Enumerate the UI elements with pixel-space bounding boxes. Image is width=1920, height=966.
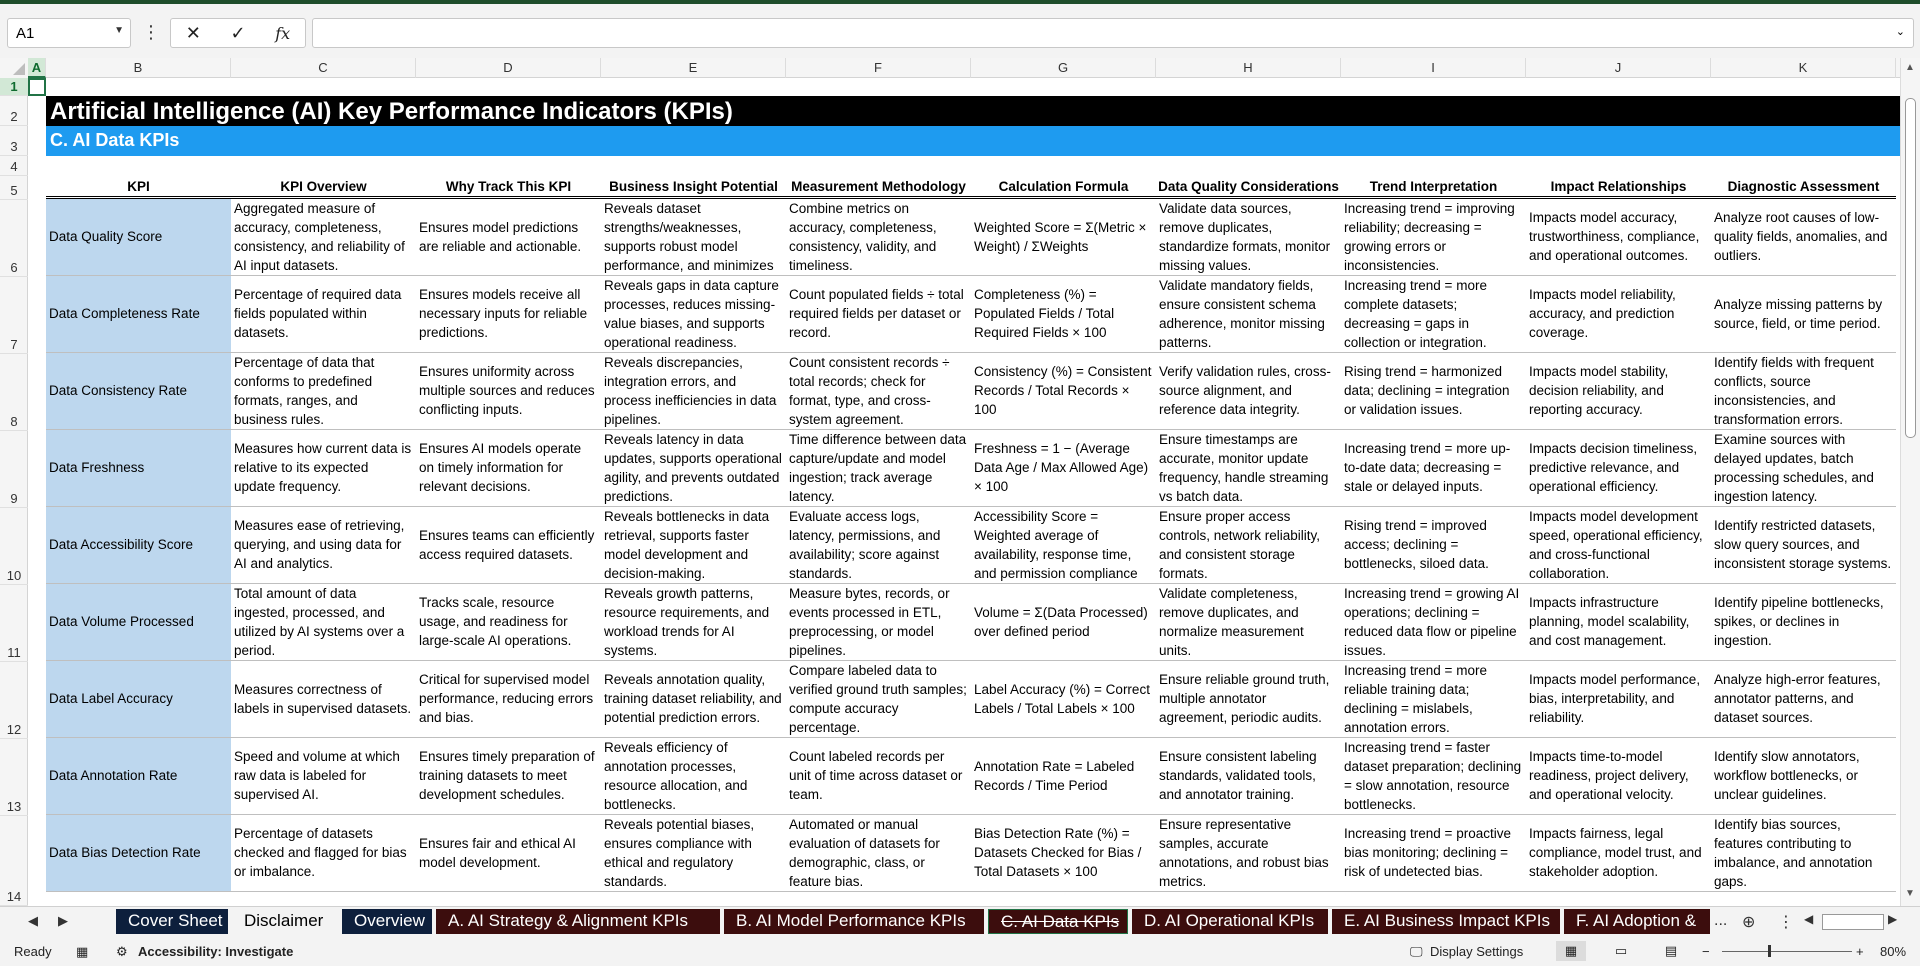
cell-text: Data Completeness Rate <box>49 306 200 321</box>
kpi-name-cell[interactable] <box>46 583 231 660</box>
cell-text: Impacts model reliability, accuracy, and prediction coverage. <box>1529 287 1676 340</box>
table-cell[interactable] <box>1341 429 1526 506</box>
cell-text: Percentage of data that conforms to predefined formats, ranges, and business rules. <box>234 354 375 427</box>
table-cell[interactable] <box>1526 583 1711 660</box>
table-cell[interactable] <box>1526 429 1711 506</box>
row-header[interactable]: 1 <box>0 78 28 96</box>
zoom-slider-thumb[interactable] <box>1768 945 1771 957</box>
row-header[interactable]: 7 <box>0 277 28 354</box>
table-cell[interactable] <box>416 275 601 352</box>
table-cell[interactable] <box>1526 352 1711 429</box>
previous-sheet-icon[interactable]: ◀ <box>28 913 38 928</box>
add-sheet-icon[interactable]: ⊕ <box>1742 914 1756 931</box>
more-tabs-icon[interactable]: ... <box>1714 912 1728 929</box>
table-cell[interactable] <box>416 352 601 429</box>
column-header-f[interactable]: F <box>786 58 971 78</box>
table-cell[interactable] <box>231 583 416 660</box>
row-header[interactable]: 10 <box>0 508 28 585</box>
cell-text: Data Consistency Rate <box>49 383 188 398</box>
row-header[interactable]: 8 <box>0 354 28 431</box>
cell-text: Compare labeled data to verified ground truth samples; compute accuracy percentage. <box>789 662 967 735</box>
table-cell[interactable] <box>971 506 1156 583</box>
row-header[interactable]: 2 <box>0 96 28 126</box>
table-cell[interactable] <box>416 583 601 660</box>
cell-text: Reveals discrepancies, integration errors, and process inefficiencies in data pipelines. <box>604 354 777 427</box>
tab-cover-sheet[interactable]: Cover Sheet <box>116 909 228 934</box>
cell-text: Reveals growth patterns, resource requirements, and workload trends for AI systems. <box>604 585 770 658</box>
cell-text: Label Accuracy (%) = Correct Labels / Total Labels × 100 <box>974 681 1150 716</box>
worksheet-grid[interactable] <box>28 78 1900 906</box>
cell-text: Data Label Accuracy <box>49 691 173 706</box>
cell-text: Total amount of data ingested, processed, and utilized by AI systems over a period. <box>234 585 405 658</box>
table-cell[interactable] <box>971 583 1156 660</box>
cell-text: Automated or manual evaluation of datasets for demographic, class, or feature bias. <box>789 816 940 889</box>
cell-text: Weighted Score = Σ(Metric × Weight) / ΣWeights <box>974 219 1147 254</box>
cell-text: Data Quality Score <box>49 229 163 244</box>
cell-text: Analyze high-error features, annotator patterns, and dataset sources. <box>1714 672 1881 725</box>
sheet-tab-bar <box>0 906 1920 936</box>
horizontal-scrollbar-thumb[interactable] <box>1822 914 1884 930</box>
header-cell[interactable]: Trend Interpretation <box>1341 177 1526 197</box>
select-all-button[interactable] <box>0 58 28 78</box>
table-cell[interactable] <box>416 660 601 737</box>
cell-text: Annotation Rate = Labeled Records / Time Period <box>974 758 1135 793</box>
expand-formula-icon[interactable]: ⌄ <box>1895 26 1905 38</box>
page-break-preview-button[interactable]: ▤ <box>1664 943 1678 958</box>
status-bar <box>0 936 1920 966</box>
sheet-subtitle: C. AI Data KPIs <box>46 126 1900 156</box>
cell-text: Impacts model stability, decision reliability, and reporting accuracy. <box>1529 364 1669 417</box>
more-options-icon[interactable]: ⋮ <box>142 22 160 42</box>
cell-text: Ensures AI models operate on timely information for relevant decisions. <box>419 441 582 494</box>
table-cell[interactable] <box>971 814 1156 891</box>
table-cell[interactable] <box>601 429 786 506</box>
cell-text: Percentage of required data fields populated within datasets. <box>234 287 402 340</box>
kpi-table <box>46 177 1896 892</box>
table-cell[interactable] <box>601 583 786 660</box>
row-header[interactable]: 14 <box>0 816 28 906</box>
header-cell[interactable]: Diagnostic Assessment <box>1711 177 1896 197</box>
table-cell[interactable] <box>1526 506 1711 583</box>
cell-text: Validate data sources, remove duplicates, standardize formats, monitor missing values. <box>1159 200 1331 273</box>
table-cell[interactable] <box>601 814 786 891</box>
cell-text: Identify fields with frequent conflicts, source inconsistencies, and transformation errors. <box>1714 354 1874 427</box>
table-cell[interactable] <box>971 429 1156 506</box>
table-cell[interactable] <box>1156 429 1341 506</box>
column-header-d[interactable]: D <box>416 58 601 78</box>
cell-text: Ensures teams can efficiently access required datasets. <box>419 527 595 562</box>
table-cell[interactable] <box>1526 814 1711 891</box>
header-cell[interactable]: KPI <box>46 177 231 197</box>
header-cell[interactable]: KPI Overview <box>231 177 416 197</box>
active-cell-a1[interactable] <box>28 78 46 96</box>
cell-text: Increasing trend = improving reliability; decreasing = growing errors or inconsistencies. <box>1344 200 1515 273</box>
cell-text: Impacts decision timeliness, predictive relevance, and operational efficiency. <box>1529 441 1698 494</box>
display-settings-button[interactable]: Display Settings <box>1430 944 1524 959</box>
table-cell[interactable] <box>1711 429 1896 506</box>
table-cell[interactable] <box>416 197 601 275</box>
row-header[interactable]: 5 <box>0 176 28 200</box>
cell-text: Measures correctness of labels in supervised datasets. <box>234 681 412 716</box>
cell-text: Count consistent records ÷ total records; check for format, type, and cross-system agreement. <box>789 354 950 427</box>
column-headers <box>0 58 1900 78</box>
h-scroll-left-icon[interactable]: ◀ <box>1804 912 1814 926</box>
insert-function-icon[interactable]: fx <box>275 23 291 43</box>
enter-icon[interactable]: ✓ <box>230 22 246 43</box>
table-cell[interactable] <box>601 352 786 429</box>
kpi-name-cell[interactable] <box>46 660 231 737</box>
cell-text: Tracks scale, resource usage, and readiness for large-scale AI operations. <box>419 595 572 648</box>
formula-bar <box>0 4 1920 58</box>
cell-text: Reveals gaps in data capture processes, reduces missing-value biases, and supports operational readiness. <box>604 277 779 350</box>
row-header[interactable]: 9 <box>0 431 28 508</box>
kpi-name-cell[interactable] <box>46 429 231 506</box>
cell-text: Ensures timely preparation of training datasets to meet development schedules. <box>419 749 595 802</box>
cell-text: Reveals efficiency of annotation processes, resource allocation, and bottlenecks. <box>604 739 748 812</box>
table-cell[interactable] <box>786 506 971 583</box>
table-row <box>46 660 1896 737</box>
column-header-b[interactable]: B <box>46 58 231 78</box>
cell-text: Identify bias sources, features contributing to imbalance, and annotation gaps. <box>1714 816 1873 889</box>
kpi-name-cell[interactable] <box>46 814 231 891</box>
cell-text: Reveals annotation quality, training dataset reliability, and potential prediction errors. <box>604 672 782 725</box>
column-header-c[interactable]: C <box>231 58 416 78</box>
cell-text: Analyze missing patterns by source, field, or time period. <box>1714 296 1883 331</box>
table-row <box>46 275 1896 352</box>
table-cell[interactable] <box>416 814 601 891</box>
cell-text: Ensure representative samples, accurate annotations, and robust bias metrics. <box>1159 816 1329 889</box>
cell-text: Data Annotation Rate <box>49 768 178 783</box>
table-cell[interactable] <box>786 275 971 352</box>
row-header[interactable]: 13 <box>0 739 28 816</box>
header-cell[interactable]: Data Quality Considerations <box>1156 177 1341 197</box>
cell-text: Identify slow annotators, workflow bottlenecks, or unclear guidelines. <box>1714 749 1860 802</box>
tab-ai-operational[interactable]: D. AI Operational KPIs <box>1132 909 1328 934</box>
cancel-icon[interactable]: ✕ <box>185 22 201 43</box>
column-header-k[interactable]: K <box>1711 58 1896 78</box>
next-sheet-icon[interactable]: ▶ <box>58 913 68 928</box>
row-header[interactable]: 4 <box>0 156 28 176</box>
table-cell[interactable] <box>1156 506 1341 583</box>
table-cell[interactable] <box>786 429 971 506</box>
h-scroll-right-icon[interactable]: ▶ <box>1888 912 1898 926</box>
table-cell[interactable] <box>1341 197 1526 275</box>
cell-text: Validate completeness, remove duplicates, and normalize measurement units. <box>1159 585 1304 658</box>
column-header-g[interactable]: G <box>971 58 1156 78</box>
table-cell[interactable] <box>1341 352 1526 429</box>
scroll-down-icon[interactable]: ▼ <box>1905 888 1915 899</box>
table-cell[interactable] <box>971 275 1156 352</box>
tab-ai-adoption[interactable]: F. AI Adoption & <box>1564 909 1710 934</box>
display-settings-icon[interactable]: 🖵 <box>1410 944 1423 959</box>
header-cell[interactable]: Impact Relationships <box>1526 177 1711 197</box>
tab-options-icon[interactable]: ⋮ <box>1778 914 1794 931</box>
cell-text: Impacts model performance, bias, interpretability, and reliability. <box>1529 672 1701 725</box>
cell-text: Aggregated measure of accuracy, completeness, consistency, and reliability of AI input datasets. <box>234 200 405 273</box>
cell-text: Percentage of datasets checked and flagged for bias or imbalance. <box>234 826 407 879</box>
table-cell[interactable] <box>786 583 971 660</box>
table-cell[interactable] <box>1156 737 1341 814</box>
table-cell[interactable] <box>601 660 786 737</box>
formula-buttons <box>170 18 306 48</box>
table-cell[interactable] <box>1711 506 1896 583</box>
table-cell[interactable] <box>1711 583 1896 660</box>
cell-text: Ensures uniformity across multiple sources and reduces conflicting inputs. <box>419 364 595 417</box>
table-cell[interactable] <box>416 506 601 583</box>
table-cell[interactable] <box>786 197 971 275</box>
normal-view-button[interactable]: ▦ <box>1556 941 1586 961</box>
cell-text: Data Volume Processed <box>49 614 194 629</box>
cell-text: Ensure timestamps are accurate, monitor update frequency, handle streaming vs batch data. <box>1159 431 1329 504</box>
cell-text: Increasing trend = more up-to-date data; decreasing = stale or delayed inputs. <box>1344 441 1511 494</box>
cell-text: Measure bytes, records, or events processed in ETL, preprocessing, or model pipelines. <box>789 585 950 658</box>
table-cell[interactable] <box>416 429 601 506</box>
cell-text: Freshness = 1 − (Average Data Age / Max Allowed Age) × 100 <box>974 441 1149 494</box>
cell-text: Bias Detection Rate (%) = Datasets Checked for Bias / Total Datasets × 100 <box>974 826 1142 879</box>
cell-text: Time difference between data capture/update and model ingestion; track average latency. <box>789 431 967 504</box>
table-cell[interactable] <box>231 429 416 506</box>
header-cell[interactable]: Why Track This KPI <box>416 177 601 197</box>
tab-disclaimer[interactable]: Disclaimer <box>232 909 336 934</box>
cell-text: Accessibility Score = Weighted average of availability, response time, and permission compliance <box>974 508 1138 581</box>
table-cell[interactable] <box>1341 814 1526 891</box>
cell-text: Identify restricted datasets, slow query sources, and inconsistent storage systems. <box>1714 518 1892 571</box>
table-cell[interactable] <box>601 275 786 352</box>
tab-ai-strategy-alignment[interactable]: A. AI Strategy & Alignment KPIs <box>436 909 720 934</box>
kpi-name-cell[interactable] <box>46 197 231 275</box>
cell-text: Reveals latency in data updates, supports operational agility, and prevents outdated predictions. <box>604 431 782 504</box>
page-layout-button[interactable]: ▭ <box>1614 943 1628 958</box>
cell-text: Consistency (%) = Consistent Records / Total Records × 100 <box>974 364 1152 417</box>
table-cell[interactable] <box>971 197 1156 275</box>
table-cell[interactable] <box>1711 814 1896 891</box>
table-cell[interactable] <box>786 352 971 429</box>
cell-text: Measures how current data is relative to its expected update frequency. <box>234 441 412 494</box>
row-header[interactable]: 6 <box>0 200 28 277</box>
cell-text: Ensures fair and ethical AI model development. <box>419 835 576 870</box>
zoom-level[interactable]: 80% <box>1880 944 1907 959</box>
table-cell[interactable] <box>1711 660 1896 737</box>
table-cell[interactable] <box>786 737 971 814</box>
cell-text: Ensures model predictions are reliable and actionable. <box>419 219 582 254</box>
table-cell[interactable] <box>231 506 416 583</box>
cell-text: Impacts time-to-model readiness, project delivery, and operational velocity. <box>1529 749 1689 802</box>
cell-text: Ensure consistent labeling standards, validated tools, and annotator training. <box>1159 749 1317 802</box>
table-row <box>46 197 1896 275</box>
table-cell[interactable] <box>601 737 786 814</box>
table-cell[interactable] <box>1156 352 1341 429</box>
table-cell[interactable] <box>231 814 416 891</box>
row-header[interactable]: 12 <box>0 662 28 739</box>
cell-text: Volume = Σ(Data Processed) over defined period <box>974 604 1148 639</box>
cell-text: Impacts infrastructure planning, model scalability, and cost management. <box>1529 595 1690 648</box>
column-header-a[interactable]: A <box>28 58 46 78</box>
cell-text: Combine metrics on accuracy, completeness, consistency, validity, and timeliness. <box>789 200 937 273</box>
table-cell[interactable] <box>1341 275 1526 352</box>
row-headers <box>0 78 28 906</box>
sheet-title: Artificial Intelligence (AI) Key Performance Indicators (KPIs) <box>46 96 1900 126</box>
cell-text: Data Accessibility Score <box>49 537 194 552</box>
cell-text: Ensure proper access controls, network reliability, and consistent storage formats. <box>1159 508 1321 581</box>
table-cell[interactable] <box>1341 737 1526 814</box>
cell-text: Increasing trend = more complete datasets; decreasing = gaps in collection or integration. <box>1344 277 1487 350</box>
cell-text: Verify validation rules, cross-source alignment, and reference data integrity. <box>1159 364 1331 417</box>
header-cell[interactable]: Measurement Methodology <box>786 177 971 197</box>
table-cell[interactable] <box>231 352 416 429</box>
zoom-in-icon[interactable]: + <box>1856 944 1864 959</box>
cell-text: Impacts model accuracy, trustworthiness, compliance, and operational outcomes. <box>1529 210 1700 263</box>
name-box-value: A1 <box>16 25 35 42</box>
table-cell[interactable] <box>1711 275 1896 352</box>
cell-text: Impacts fairness, legal compliance, model trust, and stakeholder adoption. <box>1529 826 1702 879</box>
status-ready: Ready <box>14 944 52 959</box>
cell-text: Analyze root causes of low-quality fields, anomalies, and outliers. <box>1714 210 1888 263</box>
cell-text: Validate mandatory fields, ensure consistent schema adherence, monitor missing patterns. <box>1159 277 1325 350</box>
cell-text: Increasing trend = growing AI operations; declining = reduced data flow or pipeline issues. <box>1344 585 1520 658</box>
scrollbar-thumb[interactable] <box>1905 98 1916 438</box>
accessibility-status[interactable]: Accessibility: Investigate <box>138 944 294 959</box>
tab-overview[interactable]: Overview <box>342 909 432 934</box>
table-cell[interactable] <box>1341 583 1526 660</box>
table-cell[interactable] <box>601 197 786 275</box>
table-cell[interactable] <box>231 197 416 275</box>
table-cell[interactable] <box>1711 197 1896 275</box>
table-cell[interactable] <box>1341 506 1526 583</box>
cell-text: Count populated fields ÷ total required fields per dataset or record. <box>789 287 964 340</box>
cell-text: Impacts model development speed, operational efficiency, and cross-functional collaboration. <box>1529 508 1703 581</box>
cell-text: Critical for supervised model performance, reducing errors and bias. <box>419 672 594 725</box>
table-cell[interactable] <box>231 275 416 352</box>
tab-ai-data-kpis[interactable]: C. AI Data KPIs <box>988 909 1128 934</box>
cell-text: Completeness (%) = Populated Fields / Total Required Fields × 100 <box>974 287 1115 340</box>
header-row <box>46 177 1896 197</box>
accessibility-icon[interactable]: ⚙ <box>116 944 128 959</box>
name-box[interactable] <box>7 18 131 48</box>
header-cell[interactable]: Calculation Formula <box>971 177 1156 197</box>
table-cell[interactable] <box>1526 737 1711 814</box>
column-header-h[interactable]: H <box>1156 58 1341 78</box>
table-cell[interactable] <box>1156 197 1341 275</box>
zoom-out-icon[interactable]: − <box>1702 944 1710 959</box>
table-row <box>46 352 1896 429</box>
cell-text: Data Freshness <box>49 460 145 475</box>
table-cell[interactable] <box>1526 275 1711 352</box>
row-header[interactable]: 3 <box>0 126 28 156</box>
table-cell[interactable] <box>786 660 971 737</box>
tab-ai-model-performance[interactable]: B. AI Model Performance KPIs <box>724 909 984 934</box>
cell-text: Reveals dataset strengths/weaknesses, supports robust model performance, and minimizes <box>604 200 774 273</box>
cell-text: Evaluate access logs, latency, permissions, and availability; score against standards. <box>789 508 941 581</box>
formula-input[interactable] <box>312 18 1914 48</box>
scroll-up-icon[interactable]: ▲ <box>1905 62 1915 73</box>
table-row <box>46 737 1896 814</box>
kpi-name-cell[interactable] <box>46 275 231 352</box>
cell-text: Rising trend = harmonized data; declining = integration or validation issues. <box>1344 364 1510 417</box>
cell-text: Measures ease of retrieving, querying, and using data for AI and analytics. <box>234 518 405 571</box>
table-cell[interactable] <box>601 506 786 583</box>
header-cell[interactable]: Business Insight Potential <box>601 177 786 197</box>
cell-text: Ensures models receive all necessary inputs for reliable predictions. <box>419 287 588 340</box>
table-row <box>46 583 1896 660</box>
kpi-name-cell[interactable] <box>46 506 231 583</box>
row-header[interactable]: 11 <box>0 585 28 662</box>
kpi-table-body <box>46 197 1896 891</box>
table-cell[interactable] <box>971 660 1156 737</box>
vertical-scrollbar[interactable] <box>1900 58 1920 906</box>
kpi-name-cell[interactable] <box>46 737 231 814</box>
zoom-slider-track[interactable] <box>1722 951 1852 952</box>
cell-text: Increasing trend = faster dataset preparation; declining = slow annotation, resource bottlenecks. <box>1344 739 1522 812</box>
table-row <box>46 814 1896 891</box>
kpi-name-cell[interactable] <box>46 352 231 429</box>
table-row <box>46 429 1896 506</box>
cell-text: Data Bias Detection Rate <box>49 845 201 860</box>
cell-text: Ensure reliable ground truth, multiple annotator agreement, periodic audits. <box>1159 672 1330 725</box>
macro-record-icon[interactable]: ▦ <box>76 944 89 959</box>
table-cell[interactable] <box>1156 660 1341 737</box>
table-cell[interactable] <box>1156 275 1341 352</box>
table-cell[interactable] <box>231 737 416 814</box>
cell-text: Speed and volume at which raw data is labeled for supervised AI. <box>234 749 400 802</box>
table-cell[interactable] <box>1711 352 1896 429</box>
cell-text: Rising trend = improved access; declining = bottlenecks, siloed data. <box>1344 518 1489 571</box>
cell-text: Increasing trend = more reliable training data; declining = mislabels, annotation errors. <box>1344 662 1487 735</box>
table-cell[interactable] <box>971 352 1156 429</box>
column-header-j[interactable]: J <box>1526 58 1711 78</box>
cell-text: Reveals potential biases, ensures compliance with ethical and regulatory standards. <box>604 816 755 889</box>
cell-text: Count labeled records per unit of time across dataset or team. <box>789 749 963 802</box>
table-cell[interactable] <box>231 660 416 737</box>
chevron-down-icon[interactable]: ▼ <box>114 25 124 36</box>
cell-text: Examine sources with delayed updates, batch processing schedules, and ingestion latency. <box>1714 431 1874 504</box>
column-header-e[interactable]: E <box>601 58 786 78</box>
table-row <box>46 506 1896 583</box>
table-cell[interactable] <box>1156 583 1341 660</box>
tab-ai-business-impact[interactable]: E. AI Business Impact KPIs <box>1332 909 1560 934</box>
table-cell[interactable] <box>786 814 971 891</box>
table-cell[interactable] <box>1526 197 1711 275</box>
table-cell[interactable] <box>1341 660 1526 737</box>
table-cell[interactable] <box>1526 660 1711 737</box>
cell-text: Identify pipeline bottlenecks, spikes, or declines in ingestion. <box>1714 595 1884 648</box>
column-header-i[interactable]: I <box>1341 58 1526 78</box>
table-cell[interactable] <box>971 737 1156 814</box>
table-cell[interactable] <box>1156 814 1341 891</box>
cell-text: Reveals bottlenecks in data retrieval, supports faster model development and decision-making. <box>604 508 770 581</box>
table-cell[interactable] <box>1711 737 1896 814</box>
table-cell[interactable] <box>416 737 601 814</box>
cell-text: Increasing trend = proactive bias monitoring; declining = risk of undetected bias. <box>1344 826 1511 879</box>
